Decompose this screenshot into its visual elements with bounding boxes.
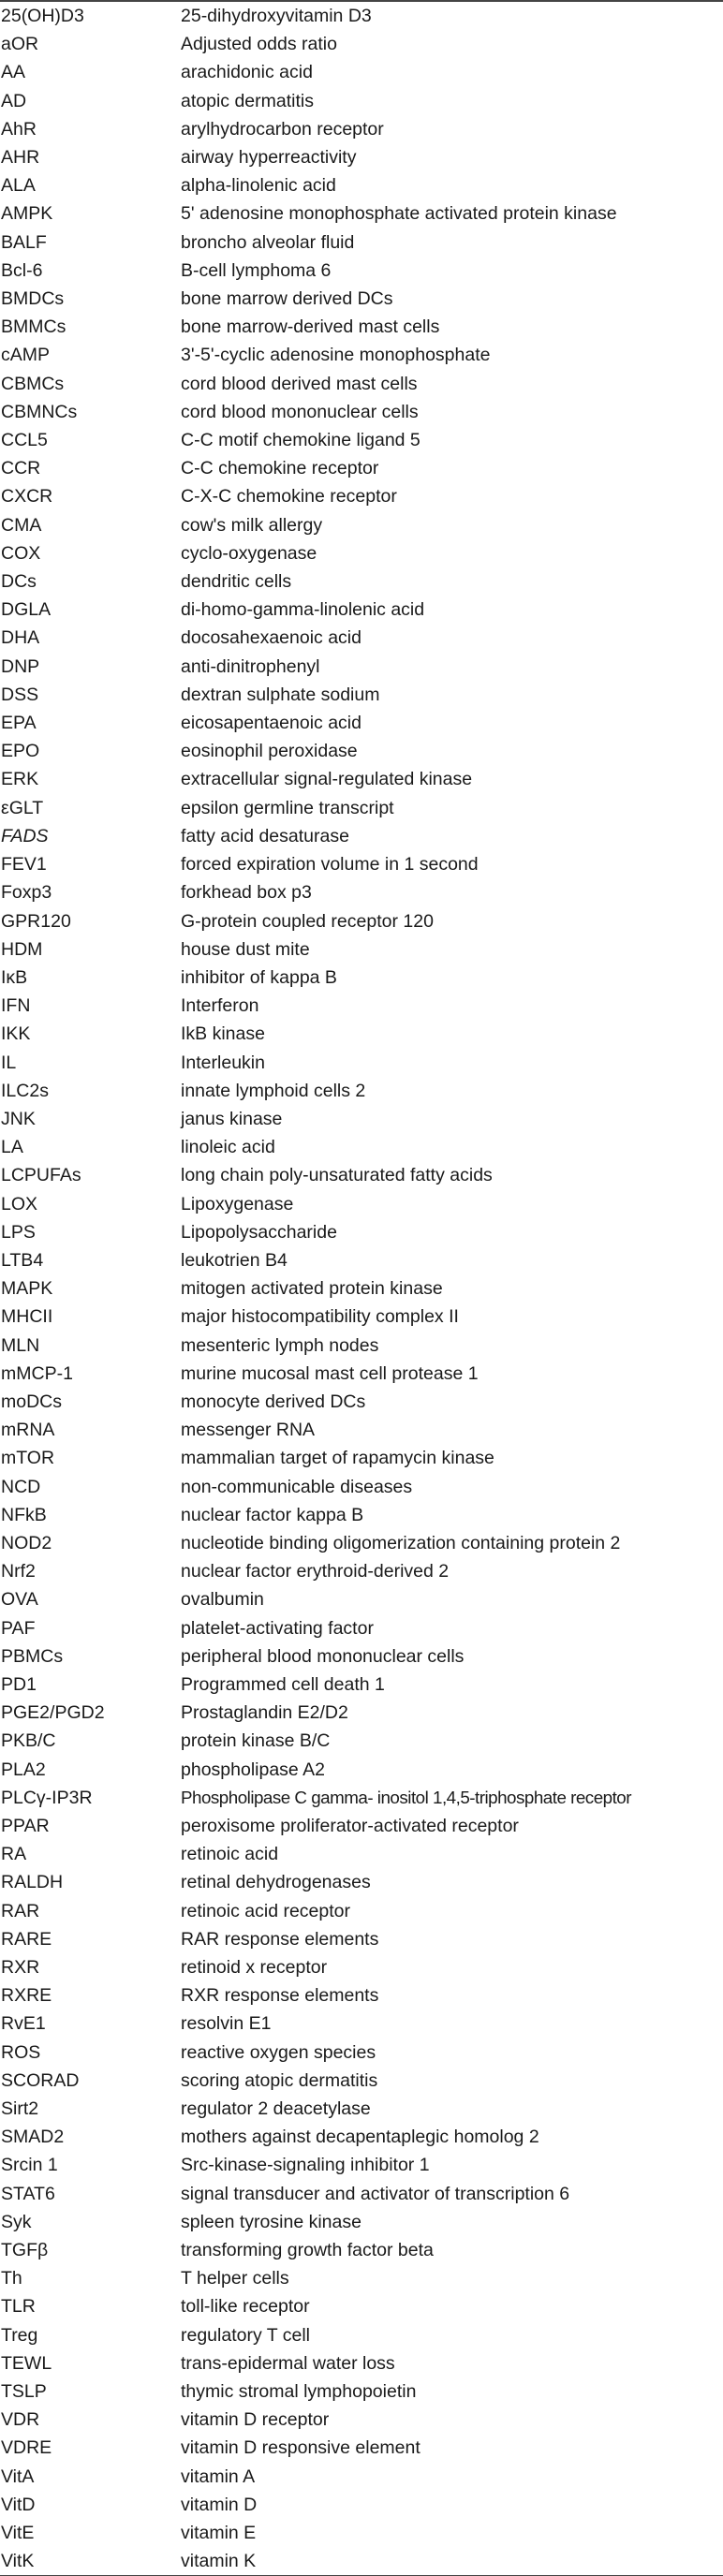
abbreviation-cell: FEV1 (1, 854, 47, 876)
table-row (0, 2292, 723, 2320)
table-row (0, 1218, 723, 1246)
definition-cell: vitamin E (181, 2523, 257, 2544)
table-row (0, 2236, 723, 2264)
abbreviation-cell: DGLA (1, 599, 52, 621)
abbreviation-cell: TSLP (1, 2381, 47, 2403)
definition-cell: reactive oxygen species (181, 2041, 376, 2063)
abbreviation-cell: RXRE (1, 1985, 52, 2007)
definition-cell: cord blood derived mast cells (181, 373, 418, 394)
definition-cell: Interleukin (181, 1052, 265, 1073)
abbreviation-cell: Foxp3 (1, 882, 52, 904)
definition-cell: Adjusted odds ratio (181, 34, 337, 55)
definition-cell: transforming growth factor beta (181, 2240, 434, 2261)
abbreviation-cell: CMA (1, 514, 42, 536)
definition-cell: RXR response elements (181, 1985, 379, 2007)
definition-cell: retinoic acid receptor (181, 1900, 351, 1921)
abbreviation-cell: VitK (1, 2551, 35, 2572)
table-row (0, 907, 723, 935)
table-row (0, 2009, 723, 2038)
table-row (0, 511, 723, 539)
table-row (0, 539, 723, 567)
table-row (0, 2208, 723, 2236)
abbreviation-cell: PAF (1, 1617, 36, 1639)
definition-cell: spleen tyrosine kinase (181, 2211, 362, 2232)
definition-cell: alpha-linolenic acid (181, 175, 336, 197)
table-row (0, 681, 723, 709)
abbreviation-cell: TGFβ (1, 2240, 49, 2261)
definition-cell: protein kinase B/C (181, 1730, 331, 1752)
table-row (0, 1444, 723, 1472)
abbreviation-cell: DHA (1, 627, 40, 649)
table-row (0, 2519, 723, 2547)
table-row (0, 2349, 723, 2377)
definition-cell: retinoid x receptor (181, 1957, 328, 1979)
definition-cell: vitamin D receptor (181, 2409, 330, 2431)
abbreviation-cell: VitA (1, 2466, 35, 2487)
abbreviation-cell: VitD (1, 2494, 36, 2515)
abbreviation-cell: LOX (1, 1193, 38, 1214)
table-row (0, 370, 723, 398)
table-row (0, 992, 723, 1020)
table-row (0, 596, 723, 624)
table-row (0, 2264, 723, 2292)
abbreviation-cell: RALDH (1, 1872, 64, 1893)
abbreviation-cell: ERK (1, 769, 39, 790)
table-row (0, 1049, 723, 1077)
definition-cell: Prostaglandin E2/D2 (181, 1702, 348, 1724)
abbreviation-cell: LA (1, 1137, 23, 1158)
definition-cell: trans-epidermal water loss (181, 2352, 395, 2374)
abbreviation-cell: COX (1, 542, 41, 564)
abbreviation-cell: RA (1, 1844, 27, 1865)
table-row (0, 1981, 723, 2009)
definition-cell: di-homo-gamma-linolenic acid (181, 599, 425, 621)
table-row (0, 653, 723, 681)
definition-cell: phospholipase A2 (181, 1759, 325, 1780)
abbreviation-cell: Srcin 1 (1, 2155, 58, 2176)
table-row (0, 398, 723, 426)
definition-cell: Phospholipase C gamma- inositol 1,4,5-triphosphate receptor (181, 1787, 632, 1807)
table-row (0, 1473, 723, 1501)
abbreviation-cell: DCs (1, 571, 37, 593)
abbreviation-cell: PBMCs (1, 1645, 64, 1667)
abbreviation-cell: PPAR (1, 1816, 50, 1836)
table-row (0, 1953, 723, 1981)
abbreviation-cell: AhR (1, 118, 37, 140)
definition-cell: mitogen activated protein kinase (181, 1278, 443, 1300)
abbreviation-cell: aOR (1, 34, 39, 55)
abbreviation-cell: VDRE (1, 2437, 52, 2459)
table-row (0, 1077, 723, 1105)
abbreviation-cell: DSS (1, 684, 39, 705)
definition-cell: murine mucosal mast cell protease 1 (181, 1362, 479, 1384)
definition-cell: resolvin E1 (181, 2013, 272, 2035)
abbreviation-cell: JNK (1, 1108, 36, 1129)
abbreviation-cell: AMPK (1, 203, 53, 225)
abbreviation-cell: IL (1, 1052, 17, 1073)
table-row (0, 2095, 723, 2123)
definition-cell: dextran sulphate sodium (181, 684, 380, 705)
table-row (0, 171, 723, 199)
table-row (0, 2547, 723, 2576)
abbreviation-cell: ALA (1, 175, 36, 197)
table-row (0, 257, 723, 285)
abbreviation-cell: HDM (1, 938, 43, 960)
table-row (0, 709, 723, 737)
definition-cell: epsilon germline transcript (181, 797, 394, 818)
definition-cell: leukotrien B4 (181, 1249, 288, 1271)
definition-cell: cow's milk allergy (181, 514, 323, 536)
definition-cell: Lipopolysaccharide (181, 1221, 337, 1243)
abbreviation-cell: RAR (1, 1900, 40, 1921)
definition-cell: retinal dehydrogenases (181, 1872, 371, 1893)
table-row (0, 1897, 723, 1925)
definition-cell: RAR response elements (181, 1928, 379, 1950)
abbreviation-cell: DNP (1, 655, 40, 677)
abbreviation-cell: ROS (1, 2041, 41, 2063)
table-row (0, 1642, 723, 1671)
table-row (0, 1840, 723, 1868)
abbreviation-cell: CBMNCs (1, 401, 78, 422)
table-row (0, 228, 723, 257)
table-row (0, 1190, 723, 1218)
definition-cell: monocyte derived DCs (181, 1391, 366, 1412)
abbreviation-cell: Sirt2 (1, 2098, 39, 2120)
abbreviation-cell: NCD (1, 1476, 41, 1497)
abbreviation-cell: moDCs (1, 1391, 63, 1412)
abbreviation-cell: RXR (1, 1957, 40, 1979)
abbreviation-cell: EPA (1, 713, 37, 734)
definition-cell: Interferon (181, 995, 259, 1017)
definition-cell: broncho alveolar fluid (181, 231, 355, 253)
abbreviation-cell: mTOR (1, 1448, 55, 1469)
table-row (0, 1, 723, 30)
definition-cell: dendritic cells (181, 571, 292, 593)
table-row (0, 1133, 723, 1161)
definition-cell: vitamin D (181, 2494, 258, 2515)
table-row (0, 1246, 723, 1274)
definition-cell: peripheral blood mononuclear cells (181, 1645, 465, 1667)
table-row (0, 1557, 723, 1585)
definition-cell: house dust mite (181, 938, 310, 960)
definition-cell: long chain poly-unsaturated fatty acids (181, 1165, 493, 1186)
definition-cell: toll-like receptor (181, 2296, 310, 2318)
definition-cell: thymic stromal lymphopoietin (181, 2381, 417, 2403)
definition-cell: regulator 2 deacetylase (181, 2098, 371, 2120)
table-row (0, 199, 723, 228)
abbreviations-table-body (0, 1, 723, 2576)
table-row (0, 1784, 723, 1812)
table-row (0, 2434, 723, 2462)
definition-cell: mothers against decapentaplegic homolog 2 (181, 2127, 539, 2148)
definition-cell: C-C motif chemokine ligand 5 (181, 430, 421, 451)
abbreviation-cell: TEWL (1, 2352, 52, 2374)
definition-cell: cyclo-oxygenase (181, 542, 317, 564)
table-row (0, 30, 723, 58)
table-row (0, 454, 723, 482)
definition-cell: 5' adenosine monophosphate activated protein kinase (181, 203, 617, 225)
definition-cell: eicosapentaenoic acid (181, 713, 362, 734)
definition-cell: extracellular signal-regulated kinase (181, 769, 473, 790)
table-row (0, 2123, 723, 2151)
table-row (0, 1529, 723, 1557)
abbreviation-cell: SCORAD (1, 2069, 80, 2091)
definition-cell: T helper cells (181, 2268, 289, 2289)
table-row (0, 2180, 723, 2208)
abbreviation-cell: RARE (1, 1928, 52, 1950)
definition-cell: mammalian target of rapamycin kinase (181, 1448, 494, 1469)
definition-cell: forkhead box p3 (181, 882, 312, 904)
table-row (0, 1925, 723, 1953)
abbreviation-cell: GPR120 (1, 910, 71, 932)
abbreviation-cell: VitE (1, 2523, 35, 2544)
abbreviation-cell: Syk (1, 2211, 32, 2232)
definition-cell: ovalbumin (181, 1589, 264, 1611)
table-row (0, 341, 723, 369)
table-row (0, 1756, 723, 1784)
table-row (0, 765, 723, 793)
abbreviation-cell: VDR (1, 2409, 40, 2431)
definition-cell: inhibitor of kappa B (181, 966, 337, 988)
table-row (0, 1699, 723, 1727)
definition-cell: bone marrow derived DCs (181, 288, 393, 310)
abbreviation-cell: IFN (1, 995, 31, 1017)
definition-cell: B-cell lymphoma 6 (181, 259, 332, 281)
definition-cell: eosinophil peroxidase (181, 741, 358, 762)
definition-cell: linoleic acid (181, 1137, 275, 1158)
table-row (0, 878, 723, 906)
abbreviation-cell: Nrf2 (1, 1561, 36, 1582)
definition-cell: Programmed cell death 1 (181, 1673, 385, 1695)
definition-cell: fatty acid desaturase (181, 825, 349, 846)
definition-cell: anti-dinitrophenyl (181, 655, 320, 677)
table-row (0, 1303, 723, 1331)
definition-cell: non-communicable diseases (181, 1476, 413, 1497)
table-row (0, 2406, 723, 2434)
definition-cell: scoring atopic dermatitis (181, 2069, 378, 2091)
definition-cell: vitamin D responsive element (181, 2437, 421, 2459)
definition-cell: nuclear factor kappa B (181, 1504, 364, 1525)
table-row (0, 1614, 723, 1642)
abbreviation-cell: BALF (1, 231, 47, 253)
definition-cell: 3'-5'-cyclic adenosine monophosphate (181, 345, 491, 366)
abbreviation-cell: NFkB (1, 1504, 47, 1525)
table-row (0, 1812, 723, 1840)
definition-cell: arachidonic acid (181, 62, 313, 83)
definition-cell: retinoic acid (181, 1844, 279, 1865)
definition-cell: nucleotide binding oligomerization containing protein 2 (181, 1532, 621, 1553)
abbreviation-cell: SMAD2 (1, 2127, 65, 2148)
abbreviation-cell: CCR (1, 458, 41, 479)
table-row (0, 794, 723, 822)
table-row (0, 964, 723, 992)
table-row (0, 822, 723, 850)
abbreviation-cell: PKB/C (1, 1730, 56, 1752)
definition-cell: cord blood mononuclear cells (181, 401, 419, 422)
abbreviation-cell: PGE2/PGD2 (1, 1702, 105, 1724)
table-row (0, 2377, 723, 2406)
abbreviation-cell: BMDCs (1, 288, 65, 310)
definition-cell: messenger RNA (181, 1420, 316, 1441)
table-row (0, 285, 723, 313)
definition-cell: vitamin K (181, 2551, 257, 2572)
table-row (0, 1727, 723, 1755)
table-row (0, 1868, 723, 1896)
definition-cell: G-protein coupled receptor 120 (181, 910, 434, 932)
definition-cell: docosahexaenoic acid (181, 627, 362, 649)
definition-cell: C-X-C chemokine receptor (181, 486, 397, 508)
abbreviation-cell: 25(OH)D3 (1, 6, 84, 26)
table-row (0, 2067, 723, 2095)
abbreviation-cell: PLA2 (1, 1759, 46, 1780)
definition-cell: Src-kinase-signaling inhibitor 1 (181, 2155, 430, 2176)
definition-cell: innate lymphoid cells 2 (181, 1080, 366, 1101)
abbreviation-cell: MHCII (1, 1306, 53, 1328)
table-row (0, 2151, 723, 2179)
abbreviation-cell: LTB4 (1, 1249, 44, 1271)
table-row (0, 1671, 723, 1699)
abbreviation-cell: PD1 (1, 1673, 37, 1695)
abbreviation-cell: ILC2s (1, 1080, 49, 1101)
table-row (0, 426, 723, 454)
abbreviation-cell: cAMP (1, 345, 51, 366)
table-row (0, 58, 723, 86)
table-row (0, 2491, 723, 2519)
abbreviation-cell: IκB (1, 966, 28, 988)
table-row (0, 87, 723, 115)
table-row (0, 1274, 723, 1303)
definition-cell: regulatory T cell (181, 2324, 311, 2346)
abbreviation-cell: STAT6 (1, 2183, 55, 2204)
abbreviation-cell: AD (1, 90, 27, 111)
abbreviation-cell: Treg (1, 2324, 38, 2346)
table-row (0, 2463, 723, 2491)
table-row (0, 1585, 723, 1613)
table-row (0, 567, 723, 596)
abbreviation-cell: mMCP-1 (1, 1362, 73, 1384)
abbreviation-cell: LCPUFAs (1, 1165, 81, 1186)
abbreviation-cell: CBMCs (1, 373, 65, 394)
table-row (0, 1416, 723, 1444)
abbreviation-cell: MAPK (1, 1278, 53, 1300)
definition-cell: forced expiration volume in 1 second (181, 854, 479, 876)
abbreviation-cell: NOD2 (1, 1532, 52, 1553)
table-row (0, 1105, 723, 1133)
abbreviation-cell: TLR (1, 2296, 36, 2318)
definition-cell: Lipoxygenase (181, 1193, 294, 1214)
definition-cell: airway hyperreactivity (181, 147, 357, 169)
abbreviation-cell: LPS (1, 1221, 36, 1243)
abbreviation-cell: CXCR (1, 486, 53, 508)
table-row (0, 624, 723, 652)
definition-cell: platelet-activating factor (181, 1617, 374, 1639)
abbreviation-cell: BMMCs (1, 316, 66, 338)
abbreviation-cell: Th (1, 2268, 22, 2289)
abbreviation-cell: RvE1 (1, 2013, 46, 2035)
table-row (0, 850, 723, 878)
abbreviation-cell: OVA (1, 1589, 38, 1611)
table-row (0, 2039, 723, 2067)
abbreviation-cell: MLN (1, 1334, 40, 1356)
abbreviation-cell: AHR (1, 147, 40, 169)
table-row (0, 1501, 723, 1529)
table-row (0, 1161, 723, 1189)
table-row (0, 2321, 723, 2349)
table-row (0, 737, 723, 765)
definition-cell: peroxisome proliferator-activated receptor (181, 1816, 519, 1836)
abbreviation-cell: CCL5 (1, 430, 48, 451)
abbreviation-cell: mRNA (1, 1420, 55, 1441)
table-row (0, 1388, 723, 1416)
table-row (0, 935, 723, 964)
abbreviation-cell: FADS (1, 825, 49, 846)
abbreviation-cell: εGLT (1, 797, 44, 818)
definition-cell: arylhydrocarbon receptor (181, 118, 384, 140)
table-row (0, 1360, 723, 1388)
definition-cell: C-C chemokine receptor (181, 458, 379, 479)
table-row (0, 1332, 723, 1360)
definition-cell: major histocompatibility complex II (181, 1306, 459, 1328)
abbreviation-cell: PLCγ-IP3R (1, 1787, 93, 1808)
definition-cell: signal transducer and activator of transcription 6 (181, 2183, 570, 2204)
abbreviation-cell: IKK (1, 1023, 31, 1045)
abbreviation-cell: Bcl-6 (1, 259, 43, 281)
abbreviation-cell: AA (1, 62, 26, 83)
definition-cell: atopic dermatitis (181, 90, 314, 111)
definition-cell: IkB kinase (181, 1023, 265, 1045)
table-row (0, 482, 723, 510)
definition-cell: 25-dihydroxyvitamin D3 (181, 6, 372, 26)
definition-cell: mesenteric lymph nodes (181, 1334, 379, 1356)
abbreviation-cell: EPO (1, 741, 40, 762)
definition-cell: bone marrow-derived mast cells (181, 316, 440, 338)
table-row (0, 1020, 723, 1048)
table-row (0, 313, 723, 341)
definition-cell: janus kinase (181, 1108, 283, 1129)
table-row (0, 115, 723, 143)
definition-cell: vitamin A (181, 2466, 256, 2487)
definition-cell: nuclear factor erythroid-derived 2 (181, 1561, 450, 1582)
table-row (0, 143, 723, 171)
